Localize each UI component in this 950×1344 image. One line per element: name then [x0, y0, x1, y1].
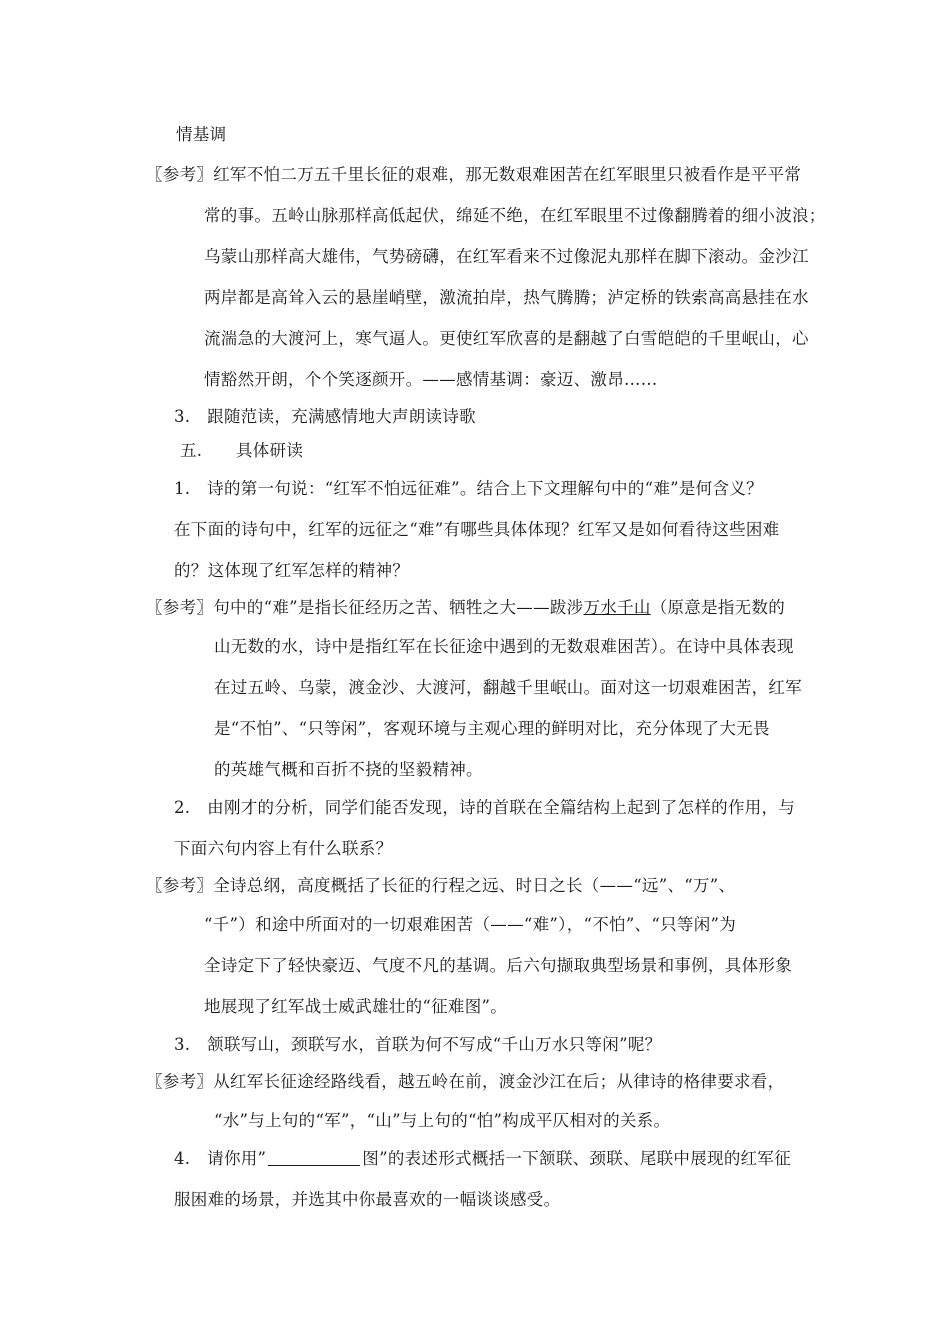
numbered-item: 3. 跟随范读，充满感情地大声朗读诗歌: [174, 407, 476, 426]
text-segment: 〖参考〗句中的“难”是指长征经历之苦、牺牲之大——跋涉: [146, 598, 584, 617]
text-line: 的英雄气概和百折不挠的坚毅精神。: [214, 760, 483, 779]
reference-answer-line: 〖参考〗从红军长征途经路线看，越五岭在前，渡金沙江在后；从律诗的格律要求看，: [146, 1072, 785, 1091]
text-line: 地展现了红军战士威武雄壮的“征难图”。: [204, 997, 508, 1016]
text-line: 常的事。五岭山脉那样高低起伏，绵延不绝，在红军眼里不过像翻腾着的细小波浪；: [204, 206, 826, 225]
question-line: 服困难的场景，并选其中你最喜欢的一幅谈谈感受。: [174, 1190, 561, 1209]
underlined-phrase: 万水千山: [583, 598, 651, 617]
question-line: 1. 诗的第一句说：“红军不怕远征难”。结合上下文理解句中的“难”是何含义？: [174, 479, 763, 498]
text-line: 情豁然开朗，个个笑逐颜开。——感情基调：豪迈、激昂……: [204, 370, 658, 389]
text-line: 流湍急的大渡河上，寒气逼人。更使红军欣喜的是翻越了白雪皑皑的千里岷山，心: [204, 329, 809, 348]
text-line: 在过五岭、乌蒙，渡金沙、大渡河，翻越千里岷山。面对这一切艰难困苦，红军: [214, 678, 802, 697]
text-line: “千”）和途中所面对的一切艰难困苦（——“难”），“不怕”、“只等闲”为: [204, 915, 737, 934]
question-line: 下面六句内容上有什么联系？: [174, 839, 393, 858]
text-line: 山无数的水，诗中是指红军在长征途中遇到的无数艰难困苦）。在诗中具体表现: [214, 637, 794, 656]
text-segment: 图”的表述形式概括一下颔联、颈联、尾联中展现的红军征: [362, 1149, 792, 1168]
text-line: “水”与上句的“军”，“山”与上句的“怕”构成平仄相对的关系。: [214, 1111, 671, 1130]
question-line: [174, 1148, 791, 1170]
text-segment: （原意是指无数的: [650, 598, 786, 617]
question-line: 3. 颔联写山，颈联写水，首联为何不写成“千山万水只等闲”呢？: [174, 1035, 662, 1054]
question-line: 在下面的诗句中，红军的远征之“难”有哪些具体体现？红军又是如何看待这些困难: [174, 520, 780, 539]
reference-answer-line: [146, 597, 785, 619]
text-line: 情基调: [176, 125, 227, 144]
reference-answer-line: 〖参考〗全诗总纲，高度概括了长征的行程之远、时日之长（——“远”、“万”、: [146, 876, 736, 895]
reference-answer-line: 〖参考〗红军不怕二万五千里长征的艰难，那无数艰难困苦在红军眼里只被看作是平平常: [146, 165, 802, 184]
text-segment: 4. 请你用”: [174, 1149, 267, 1168]
section-heading: 五. 具体研读: [180, 441, 304, 460]
question-line: 的？这体现了红军怎样的精神？: [174, 561, 410, 580]
text-line: 全诗定下了轻快豪迈、气度不凡的基调。后六句撷取典型场景和事例，具体形象: [204, 956, 792, 975]
question-line: 2. 由刚才的分析，同学们能否发现，诗的首联在全篇结构上起到了怎样的作用，与: [174, 798, 796, 817]
fill-in-blank: [268, 1149, 360, 1166]
text-line: 乌蒙山那样高大雄伟，气势磅礴，在红军看来不过像泥丸那样在脚下滚动。金沙江: [204, 247, 809, 266]
text-line: 是“不怕”、“只等闲”，客观环境与主观心理的鲜明对比，充分体现了大无畏: [214, 719, 770, 738]
text-line: 两岸都是高耸入云的悬崖峭壁，激流拍岸，热气腾腾；泸定桥的铁索高高悬挂在水: [204, 288, 809, 307]
